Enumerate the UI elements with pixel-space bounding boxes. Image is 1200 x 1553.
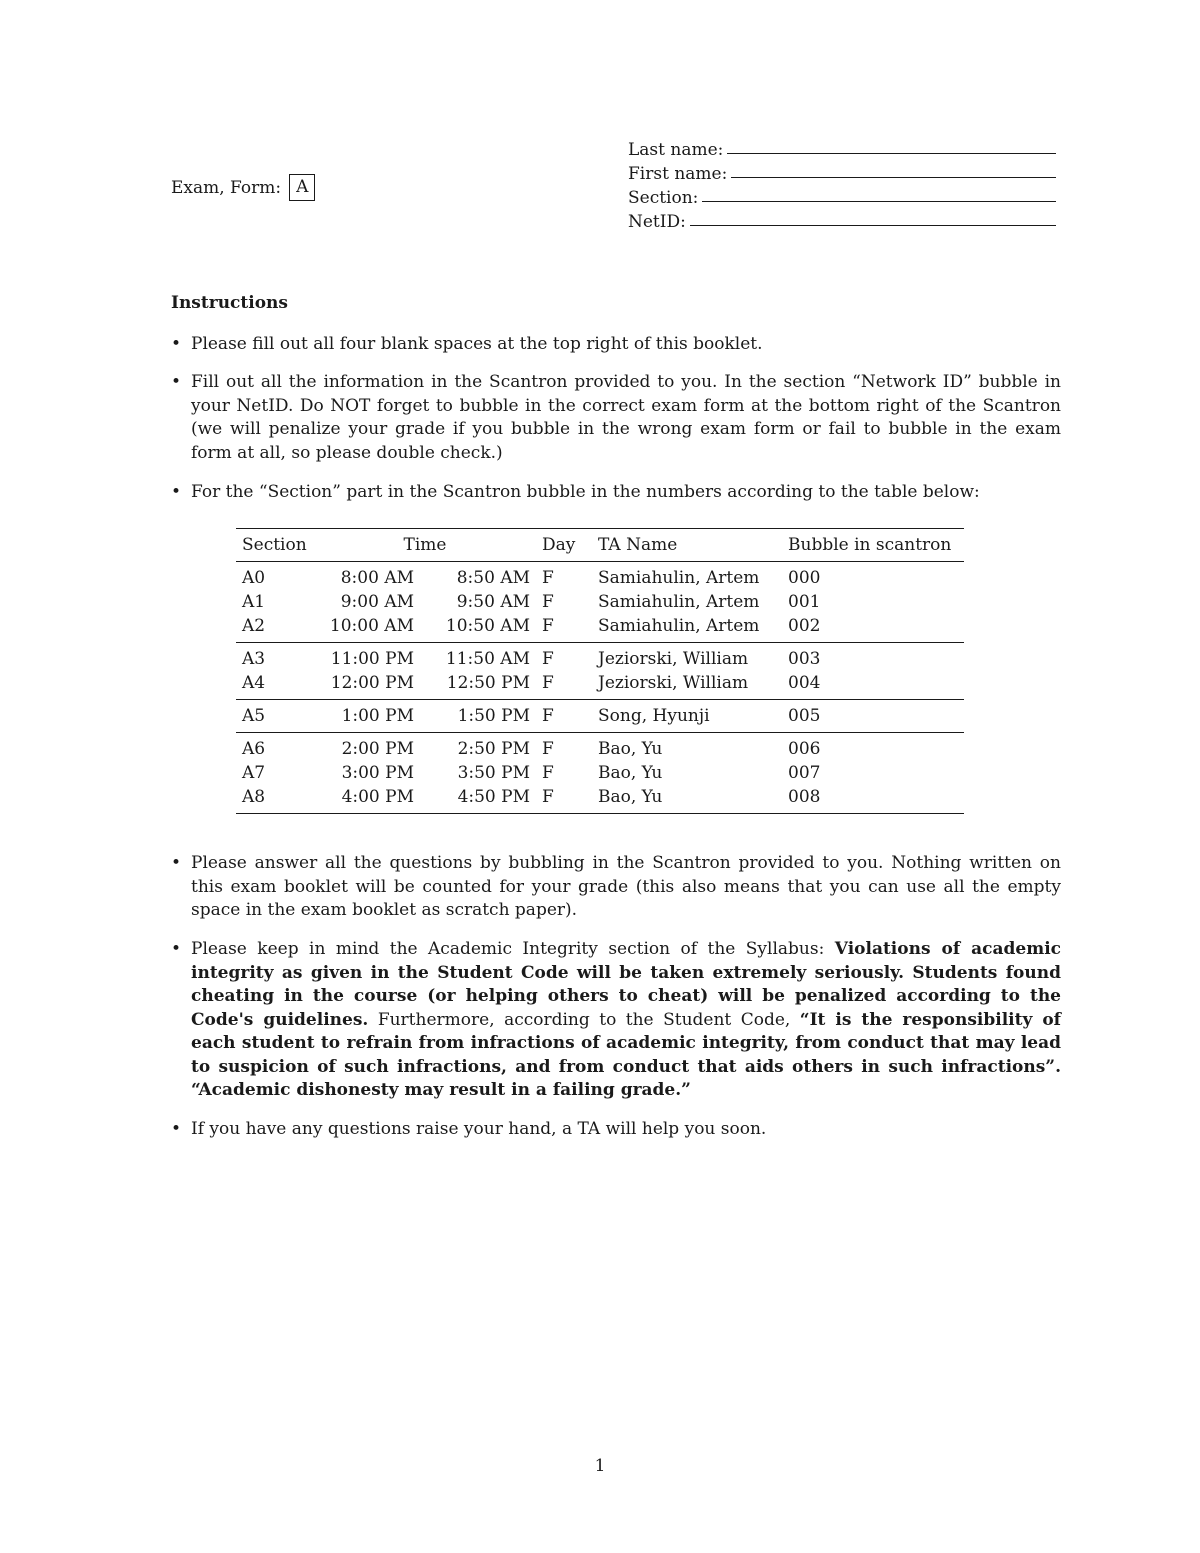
cell-end: 2:50 PM xyxy=(457,739,530,759)
cell-end: 12:50 PM xyxy=(446,673,530,693)
first-name-blank[interactable] xyxy=(731,177,1056,178)
cell-end: 10:50 AM xyxy=(445,616,530,636)
cell-day: F xyxy=(542,787,554,807)
cell-start: 10:00 AM xyxy=(329,616,414,636)
cell-bubble: 000 xyxy=(788,568,821,588)
bullet-scantron-info xyxy=(171,371,1061,465)
cell-section: A4 xyxy=(242,673,266,693)
bullet-icon: • xyxy=(171,482,182,502)
cell-section: A1 xyxy=(242,592,266,612)
last-name-blank[interactable] xyxy=(727,153,1056,154)
table-row xyxy=(236,785,964,814)
cell-ta: Song, Hyunji xyxy=(598,706,710,726)
table-row xyxy=(236,562,964,591)
bullet-icon: • xyxy=(171,939,182,959)
table-group xyxy=(236,700,964,733)
bullet-icon: • xyxy=(171,372,182,392)
cell-bubble: 003 xyxy=(788,649,821,669)
section-field[interactable] xyxy=(628,184,1056,208)
integrity-policy: Violations of academic integrity as given in the Student Code will be taken extremely seriously. Students found cheating in the course (or helping others to cheat) will be penalized according to the Code's guidelines. xyxy=(191,939,1061,1030)
table-row xyxy=(236,643,964,672)
table-row xyxy=(236,700,964,733)
cell-ta: Samiahulin, Artem xyxy=(598,568,760,588)
bullet-section-table-intro xyxy=(171,481,1061,505)
cell-section: A3 xyxy=(242,649,266,669)
page-number: 1 xyxy=(594,1456,606,1476)
cell-ta: Jeziorski, William xyxy=(598,649,749,669)
section-label: Section: xyxy=(628,188,699,208)
table-row xyxy=(236,614,964,643)
netid-field[interactable] xyxy=(628,208,1056,232)
cell-day: F xyxy=(542,568,554,588)
cell-section: A7 xyxy=(242,763,266,783)
table-group xyxy=(236,733,964,814)
bullet-answer-scantron xyxy=(171,852,1061,923)
student-id-fields xyxy=(628,136,1056,232)
cell-bubble: 008 xyxy=(788,787,821,807)
exam-form-label: Exam, Form: xyxy=(171,177,282,198)
integrity-quote: “It is the responsibility of each student to refrain from infractions of academic integrity, from conduct that may lead to suspicion of such infractions, and from conduct that aids others in such infractions”. “Academic dishonesty may result in a failing grade.” xyxy=(191,1009,1061,1100)
cell-day: F xyxy=(542,673,554,693)
cell-start: 9:00 AM xyxy=(340,592,414,612)
cell-section: A2 xyxy=(242,616,266,636)
cell-bubble: 004 xyxy=(788,673,821,693)
cell-bubble: 005 xyxy=(788,706,821,726)
cell-day: F xyxy=(542,616,554,636)
cell-day: F xyxy=(542,739,554,759)
bullet-questions xyxy=(171,1118,1061,1142)
cell-start: 12:00 PM xyxy=(330,673,414,693)
cell-day: F xyxy=(542,763,554,783)
cell-start: 4:00 PM xyxy=(341,787,414,807)
cell-bubble: 001 xyxy=(788,592,821,612)
first-name-field[interactable] xyxy=(628,160,1056,184)
table-row xyxy=(236,733,964,762)
cell-end: 4:50 PM xyxy=(457,787,530,807)
bullet-icon: • xyxy=(171,334,182,354)
table-row xyxy=(236,671,964,700)
cell-day: F xyxy=(542,649,554,669)
header-ta-name: TA Name xyxy=(598,535,678,555)
bullet-icon: • xyxy=(171,1119,182,1139)
cell-ta: Jeziorski, William xyxy=(598,673,749,693)
cell-ta: Bao, Yu xyxy=(598,739,663,759)
cell-start: 8:00 AM xyxy=(340,568,414,588)
instructions-heading: Instructions xyxy=(171,293,288,313)
cell-ta: Samiahulin, Artem xyxy=(598,616,760,636)
table-header-row xyxy=(236,529,964,562)
bullet-text: Fill out all the information in the Scantron provided to you. In the section “Network ID” bubble in your NetID. Do NOT forget to bubble in the correct exam form at the bottom right of the Scantron (we will penalize your grade if you bubble in the wrong exam form or fail to bubble in the exam form at all, so please double check.) xyxy=(191,372,1061,463)
last-name-field[interactable] xyxy=(628,136,1056,160)
cell-section: A0 xyxy=(242,568,266,588)
cell-bubble: 007 xyxy=(788,763,821,783)
bullet-text: Please fill out all four blank spaces at the top right of this booklet. xyxy=(191,334,763,354)
exam-form-box: A xyxy=(289,174,315,201)
cell-end: 11:50 AM xyxy=(445,649,530,669)
last-name-label: Last name: xyxy=(628,140,724,160)
cell-day: F xyxy=(542,706,554,726)
cell-start: 1:00 PM xyxy=(341,706,414,726)
bullet-academic-integrity xyxy=(171,938,1061,1103)
cell-start: 11:00 PM xyxy=(330,649,414,669)
table-row xyxy=(236,590,964,614)
header-time: Time xyxy=(403,535,447,555)
table-group xyxy=(236,562,964,643)
bullet-text: For the “Section” part in the Scantron bubble in the numbers according to the table below: xyxy=(191,482,980,502)
integrity-intro: Please keep in mind the Academic Integrity section of the Syllabus: xyxy=(191,939,825,959)
cell-section: A5 xyxy=(242,706,266,726)
netid-label: NetID: xyxy=(628,212,686,232)
cell-bubble: 002 xyxy=(788,616,821,636)
first-name-label: First name: xyxy=(628,164,728,184)
integrity-mid: Furthermore, according to the Student Code, xyxy=(377,1009,791,1030)
cell-start: 3:00 PM xyxy=(341,763,414,783)
exam-form xyxy=(171,174,315,201)
cell-end: 1:50 PM xyxy=(457,706,530,726)
cell-ta: Bao, Yu xyxy=(598,787,663,807)
netid-blank[interactable] xyxy=(690,225,1056,226)
bullet-icon: • xyxy=(171,853,182,873)
header-section: Section xyxy=(242,535,307,555)
section-table xyxy=(236,528,964,814)
bullet-text: If you have any questions raise your hand, a TA will help you soon. xyxy=(191,1119,767,1139)
bullet-fill-blanks xyxy=(171,333,1061,357)
table-group xyxy=(236,643,964,700)
header-bubble: Bubble in scantron xyxy=(788,535,952,555)
cell-start: 2:00 PM xyxy=(341,739,414,759)
cell-day: F xyxy=(542,592,554,612)
header-day: Day xyxy=(542,535,576,555)
cell-section: A8 xyxy=(242,787,266,807)
bullet-text: Please answer all the questions by bubbling in the Scantron provided to you. Nothing written on this exam booklet will be counted for your grade (this also means that you can use all the empty space in the exam booklet as scratch paper). xyxy=(191,853,1061,920)
cell-end: 3:50 PM xyxy=(457,763,530,783)
section-blank[interactable] xyxy=(702,201,1056,202)
cell-end: 9:50 AM xyxy=(456,592,530,612)
cell-bubble: 006 xyxy=(788,739,821,759)
cell-end: 8:50 AM xyxy=(456,568,530,588)
cell-ta: Samiahulin, Artem xyxy=(598,592,760,612)
cell-ta: Bao, Yu xyxy=(598,763,663,783)
cell-section: A6 xyxy=(242,739,266,759)
table-row xyxy=(236,761,964,785)
